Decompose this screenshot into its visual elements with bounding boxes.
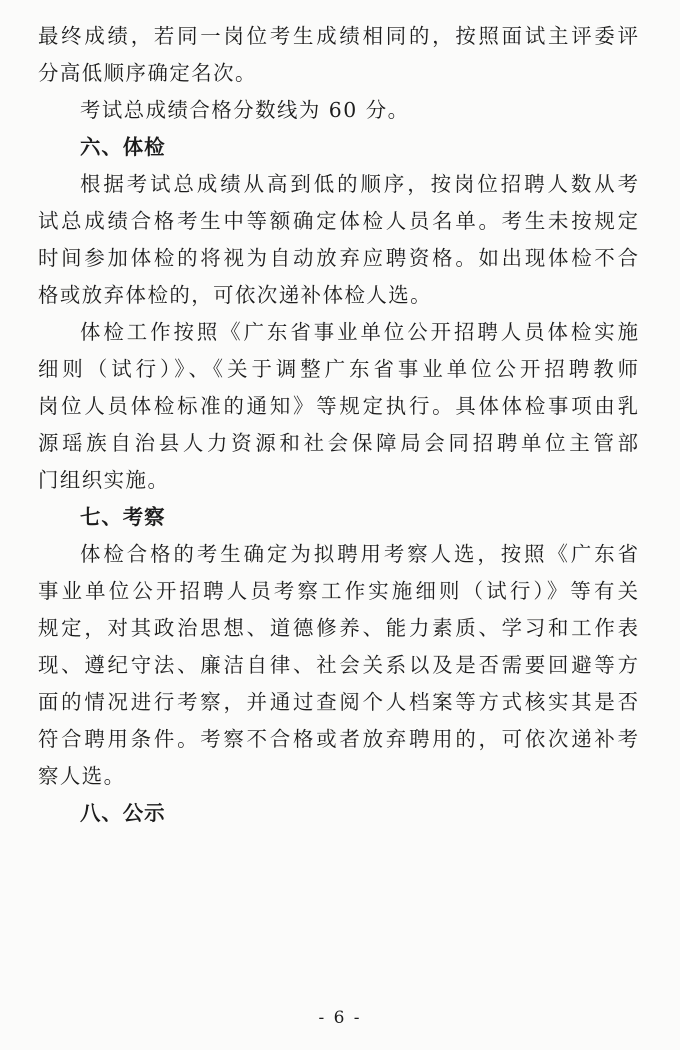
paragraph (38, 18, 638, 92)
paragraph-line: 体检合格的考生确定为拟聘用考察人选，按照《广东省 (80, 542, 638, 566)
paragraph-line: 察人选。 (38, 764, 126, 788)
paragraph-line: 岗位人员体检标准的通知》等规定执行。具体体检事项由乳 (38, 394, 638, 418)
document-body (38, 18, 638, 832)
paragraph-line: 格或放弃体检的，可依次递补体检人选。 (38, 283, 433, 307)
paragraph (38, 536, 638, 795)
paragraph (38, 92, 638, 129)
paragraph-line: 分高低顺序确定名次。 (38, 61, 257, 85)
paragraph-line: 时间参加体检的将视为自动放弃应聘资格。如出现体检不合 (38, 246, 638, 270)
paragraph-line: 考试总成绩合格分数线为 60 分。 (80, 98, 410, 122)
paragraph (38, 166, 638, 314)
paragraph-line: 细则（试行）》、《关于调整广东省事业单位公开招聘教师 (38, 357, 638, 381)
page-number: - 6 - (318, 1008, 362, 1028)
paragraph-line: 源瑶族自治县人力资源和社会保障局会同招聘单位主管部 (38, 431, 638, 455)
section-heading: 六、体检 (80, 135, 166, 159)
paragraph-line: 规定，对其政治思想、道德修养、能力素质、学习和工作表 (38, 616, 638, 640)
paragraph-line: 面的情况进行考察，并通过查阅个人档案等方式核实其是否 (38, 690, 638, 714)
paragraph-line: 现、遵纪守法、廉洁自律、社会关系以及是否需要回避等方 (38, 653, 638, 677)
section-heading: 八、公示 (80, 801, 166, 825)
section-heading: 七、考察 (80, 505, 166, 529)
paragraph-line: 最终成绩，若同一岗位考生成绩相同的，按照面试主评委评 (38, 24, 638, 48)
paragraph-line: 根据考试总成绩从高到低的顺序，按岗位招聘人数从考 (80, 172, 638, 196)
paragraph-line: 符合聘用条件。考察不合格或者放弃聘用的，可依次递补考 (38, 727, 638, 751)
paragraph (38, 314, 638, 499)
paragraph-line: 门组织实施。 (38, 468, 170, 492)
paragraph-line: 事业单位公开招聘人员考察工作实施细则（试行）》等有关 (38, 579, 638, 603)
paragraph-line: 试总成绩合格考生中等额确定体检人员名单。考生未按规定 (38, 209, 638, 233)
paragraph-line: 体检工作按照《广东省事业单位公开招聘人员体检实施 (80, 320, 638, 344)
